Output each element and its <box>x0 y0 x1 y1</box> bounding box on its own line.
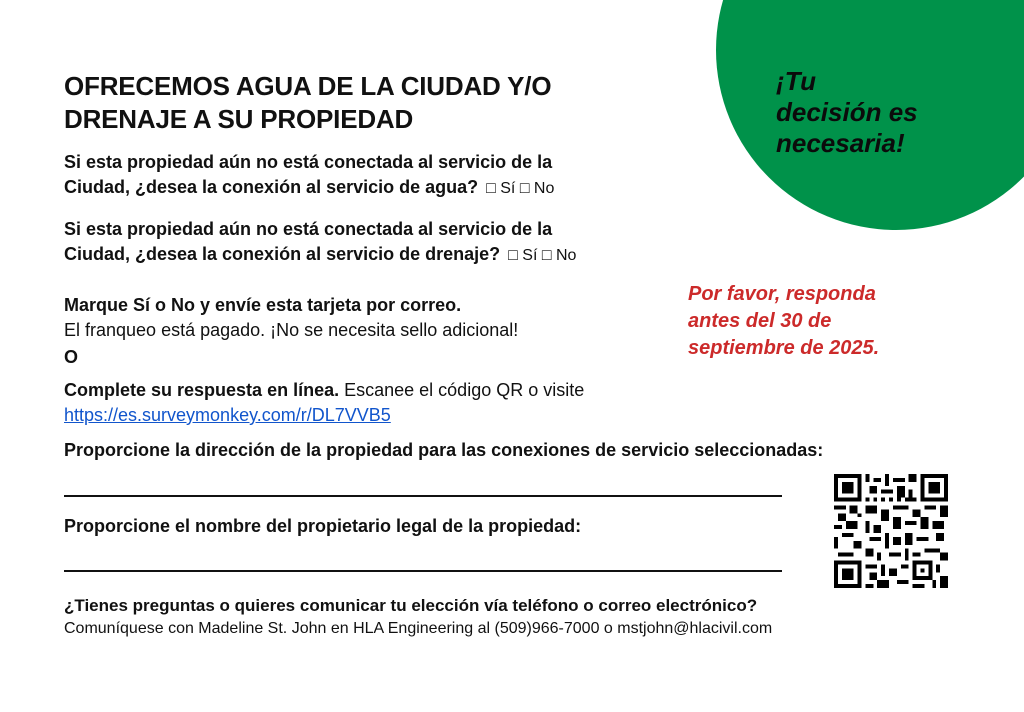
address-field-label: Proporcione la dirección de la propiedad para las conexiones de servicio seleccionadas: <box>64 440 824 460</box>
water-yes-no-checkboxes[interactable]: □ Sí □ No <box>486 180 555 197</box>
decision-callout: ¡Tu decisión es necesaria! <box>776 66 918 158</box>
sewer-question: Si esta propiedad aún no está conectada al servicio de la Ciudad, ¿desea la conexión al servicio de drenaje? □ Sí □ No <box>64 219 577 264</box>
or-separator: O <box>64 347 79 367</box>
mail-instructions: Marque Sí o No y envíe esta tarjeta por correo. El franqueo está pagado. ¡No se necesita sello adicional! <box>64 295 519 340</box>
online-instructions: Complete su respuesta en línea. Escanee el código QR o visite https://es.surveymonkey.com/r/DL7VVB5 <box>64 380 585 425</box>
survey-link[interactable]: https://es.surveymonkey.com/r/DL7VVB5 <box>64 405 391 425</box>
water-question: Si esta propiedad aún no está conectada al servicio de la Ciudad, ¿desea la conexión al servicio de agua? □ Sí □ No <box>64 152 555 197</box>
owner-input-line[interactable] <box>64 570 782 572</box>
sewer-yes-no-checkboxes[interactable]: □ Sí □ No <box>508 247 577 264</box>
contact-info: Comuníquese con Madeline St. John en HLA Engineering al (509)966-7000 o mstjohn@hlacivil.com <box>64 620 773 637</box>
owner-field-label: Proporcione el nombre del propietario legal de la propiedad: <box>64 516 582 536</box>
qr-code-icon[interactable] <box>834 474 948 588</box>
deadline-notice: Por favor, responda antes del 30 de septiembre de 2025. <box>688 283 880 359</box>
page-title: OFRECEMOS AGUA DE LA CIUDAD Y/O DRENAJE A SU PROPIEDAD <box>64 71 552 134</box>
address-input-line[interactable] <box>64 495 782 497</box>
contact-question: ¿Tienes preguntas o quieres comunicar tu elección vía teléfono o correo electrónico? <box>64 596 758 615</box>
